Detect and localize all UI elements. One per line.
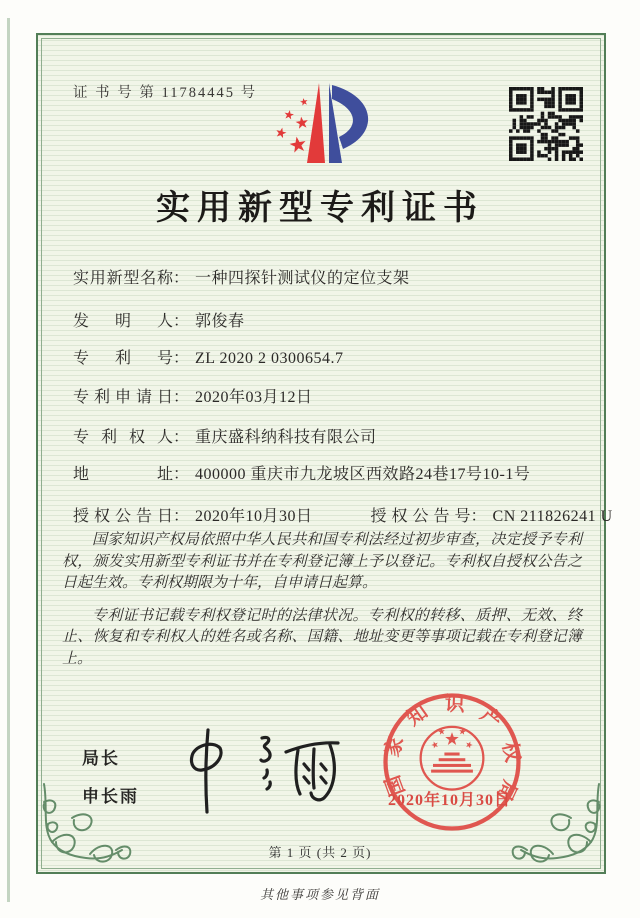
director-signature <box>172 722 342 817</box>
seal-date: 2020年10月30日 <box>388 792 512 809</box>
colon: ： <box>470 508 487 525</box>
field-value: 2020年03月12日 <box>195 389 313 406</box>
colon: ： <box>173 429 190 446</box>
field-label: 专利号 <box>73 350 173 367</box>
field-label: 授权公告日 <box>73 508 173 525</box>
cnipa-logo-icon <box>252 76 402 172</box>
field-row-address <box>73 461 530 484</box>
field-row-patent-number <box>73 345 343 368</box>
seal-agency-text: 国家知识产权局 <box>381 693 524 805</box>
official-seal-icon <box>376 686 528 838</box>
field-row-application-date <box>73 384 313 407</box>
field-label: 发明人 <box>73 313 173 330</box>
field-row-patentee <box>73 424 377 447</box>
field-row-grant <box>73 503 613 526</box>
back-side-note: 其他事项参见背面 <box>259 887 380 902</box>
legal-paragraph: 国家知识产权局依照中华人民共和国专利法经过初步审查，决定授予专利权，颁发实用新型专利证书并在专利登记簿上予以登记。专利权自授权公告之日起生效。专利权期限为十年，自申请日起算。 <box>62 532 582 591</box>
colon: ： <box>173 350 190 367</box>
field-value: CN 211826241 U <box>492 508 613 525</box>
field-value: 一种四探针测试仪的定位支架 <box>195 270 410 287</box>
colon: ： <box>173 313 190 330</box>
colon: ： <box>173 508 190 525</box>
field-value: 400000 重庆市九龙坡区西效路24巷17号10-1号 <box>195 466 531 483</box>
field-label: 实用新型名称 <box>73 270 173 287</box>
certificate-number: 证 书 号 第 11784445 号 <box>73 85 258 101</box>
field-row-inventor <box>73 308 245 331</box>
certificate-title: 实用新型专利证书 <box>156 190 484 227</box>
legal-paragraph: 专利证书记载专利权登记时的法律状况。专利权的转移、质押、无效、终止、恢复和专利权人的姓名或名称、国籍、地址变更等事项记载在专利登记簿上。 <box>62 607 582 667</box>
field-label: 专利权人 <box>73 429 173 446</box>
field-value: 2020年10月30日 <box>195 508 313 525</box>
scan-edge-artifact <box>7 18 10 902</box>
legal-text <box>62 530 582 681</box>
field-row-utility-model-name <box>73 265 410 288</box>
field-label: 地址 <box>73 466 173 483</box>
qr-code-icon <box>509 87 583 161</box>
director-name: 申长雨 <box>82 787 139 806</box>
field-label: 授权公告号 <box>370 508 471 525</box>
director-title: 局长 <box>82 749 120 768</box>
colon: ： <box>173 270 190 287</box>
colon: ： <box>173 466 190 483</box>
field-value: ZL 2020 2 0300654.7 <box>195 350 344 367</box>
colon: ： <box>173 389 190 406</box>
field-value: 郭俊春 <box>195 313 245 330</box>
national-emblem-icon <box>421 727 484 790</box>
field-label: 专利申请日 <box>73 389 173 406</box>
field-value: 重庆盛科纳科技有限公司 <box>195 429 377 446</box>
page-number: 第 1 页 (共 2 页) <box>268 845 372 860</box>
